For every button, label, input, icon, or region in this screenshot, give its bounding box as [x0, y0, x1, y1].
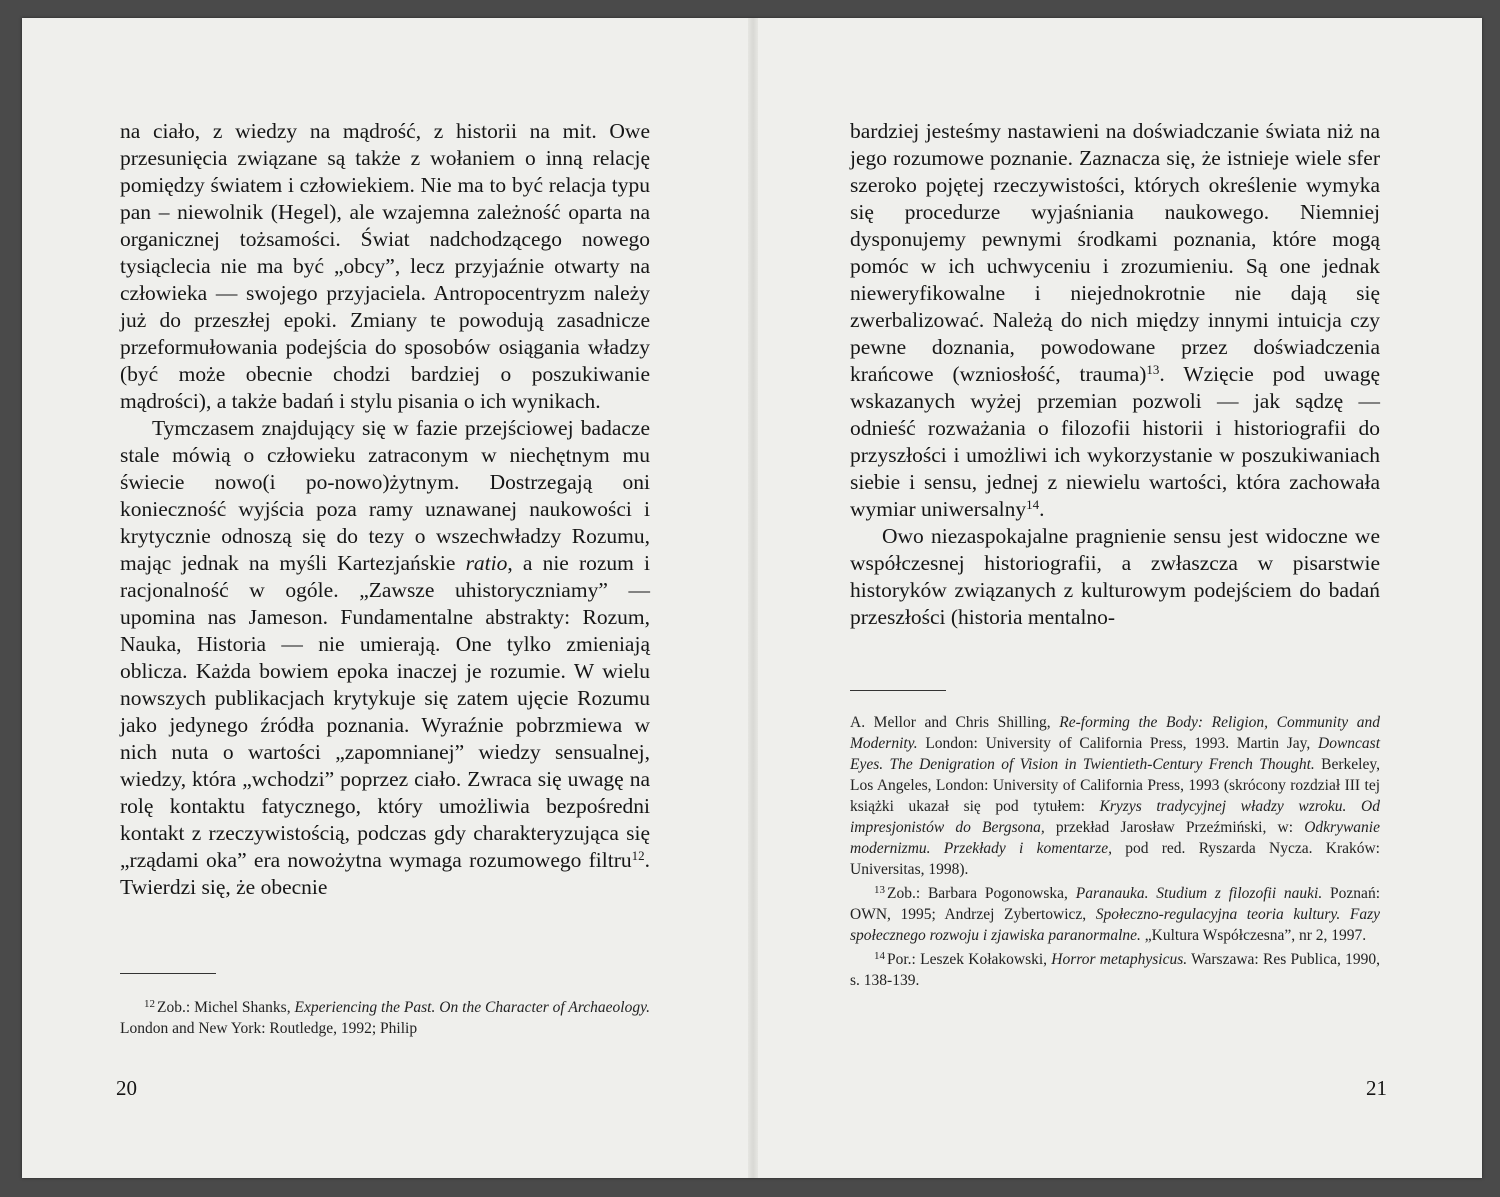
- paragraph: Owo niezaspokajalne pragnienie sensu jest widoczne we współczesnej historiografii, a zwłaszcza w pisarstwie historyków związanych z kulturowym podejściem do badań przeszłości (historia mentalno-: [850, 524, 1380, 629]
- footnote-rule: [120, 973, 216, 974]
- footnotes: [850, 712, 1380, 991]
- footnote-ref[interactable]: 14: [1026, 497, 1040, 512]
- footnote-rule: [850, 690, 946, 691]
- footnote-continuation: A. Mellor and Chris Shilling, Re-forming the Body: Religion, Community and Modernity. London: University of California Press, 1993. Martin Jay, Downcast Eyes. The Denigration of Vision in Twientieth-Century French Thought. Berkeley, Los Angeles, London: University of California Press, 1993 (skrócony rozdział III tej książki ukazał się pod tytułem: Kryzys tradycyjnej władzy wzroku. Od impresjonistów do Bergsona, przekład Jarosław Przeźmiński, w: Odkrywanie modernizmu. Przekłady i komentarze, pod red. Ryszarda Nycza. Kraków: Universitas, 1998).: [850, 714, 1380, 878]
- footnote: $^{13}$ Zob.: Barbara Pogonowska, Paranauka. Studium z filozofii nauki. Poznań: OWN, 1995; Andrzej Zybertowicz, Społeczno-regulacyjna teoria kultury. Fazy społecznego rozwoju i zjawiska paranormalne. „Kultura Współczesna”, nr 2, 1997.: [850, 884, 1381, 944]
- footnote: $^{14}$ Por.: Leszek Kołakowski, Horror metaphysicus. Warszawa: Res Publica, 1990, s. 138-139.: [850, 950, 1380, 989]
- gutter: [748, 18, 758, 1178]
- footnote-ref[interactable]: 12: [631, 848, 645, 863]
- footnote: $^{12}$ Zob.: Michel Shanks, Experiencing the Past. On the Character of Archaeology. London and New York: Routledge, 1992; Philip: [120, 998, 650, 1037]
- footnote-ref[interactable]: 13: [1146, 362, 1160, 377]
- body-text: [120, 118, 650, 901]
- body-text: [850, 118, 1380, 631]
- paragraph: Tymczasem znajdujący się w fazie przejściowej badacze stale mówią o człowieku zatraconym w niechętnym mu świecie nowo(i po-nowo)żytnym. Dostrzegają oni konieczność wyjścia poza ramy uznawanej naukowości i krytycznie odnoszą się do tezy o wszechwładzy Rozumu, mając jednak na myśli Kartezjańskie ratio, a nie rozum i racjonalność w ogóle. „Zawsze uhistoryczniamy” — upomina nas Jameson. Fundamentalne abstrakty: Rozum, Nauka, Historia — nie umierają. One tylko zmieniają oblicza. Każda bowiem epoka inaczej je rozumie. W wielu nowszych publikacjach krytykuje się zatem ujęcie Rozumu jako jedynego źródła poznania. Wyraźnie pobrzmiewa w nich nuta o wartości „zapomnianej” wiedzy sensualnej, wiedzy, która „wchodzi” poprzez ciało. Zwraca się uwagę na rolę kontaktu fatycznego, który umożliwia bezpośredni kontakt z rzeczywistością, podczas gdy charakteryzująca się „rządami oka” era nowożytna wymaga rozumowego filtru$^{12}$. Twierdzi się, że obecnie: [120, 416, 650, 899]
- page-number: 21: [1366, 1076, 1387, 1100]
- footnotes: [120, 994, 650, 1039]
- left-page: [22, 18, 749, 1178]
- right-page: [759, 18, 1482, 1178]
- paragraph: bardziej jesteśmy nastawieni na doświadczanie świata niż na jego rozumowe poznanie. Zaznacza się, że istnieje wiele sfer szeroko pojętej rzeczywistości, których określenie wymyka się procedurze wyjaśniania naukowego. Niemniej dysponujemy pewnymi środkami poznania, które mogą pomóc w ich uchwyceniu i zrozumieniu. Są one jednak nieweryfikowalne i niejednokrotnie nie dają się zwerbalizować. Należą do nich między innymi intuicja czy pewne doznania, powodowane przez doświadczenia krańcowe (wzniosłość, trauma)$^{13}$. Wzięcie pod uwagę wskazanych wyżej przemian pozwoli — jak sądzę — odnieść rozważania o filozofii historii i historiografii do przyszłości i umożliwi ich wykorzystanie w poszukiwaniach siebie i sensu, jednej z niewielu wartości, która zachowała wymiar uniwersalny$^{14}$.: [850, 119, 1380, 521]
- paragraph: na ciało, z wiedzy na mądrość, z historii na mit. Owe przesunięcia związane są także z wołaniem o inną relację pomiędzy światem i człowiekiem. Nie ma to być relacja typu pan – niewolnik (Hegel), ale wzajemna zależność oparta na organicznej tożsamości. Świat nadchodzącego nowego tysiąclecia nie ma być „obcy”, lecz przyjaźnie otwarty na człowieka — swojego przyjaciela. Antropocentryzm należy już do przeszłej epoki. Zmiany te powodują zasadnicze przeformułowania podejścia do sposobów osiągania władzy (być może obecnie chodzi bardziej o poszukiwanie mądrości), a także badań i stylu pisania o ich wynikach.: [120, 119, 650, 413]
- book-spread: [22, 18, 1482, 1178]
- page-number: 20: [116, 1076, 137, 1100]
